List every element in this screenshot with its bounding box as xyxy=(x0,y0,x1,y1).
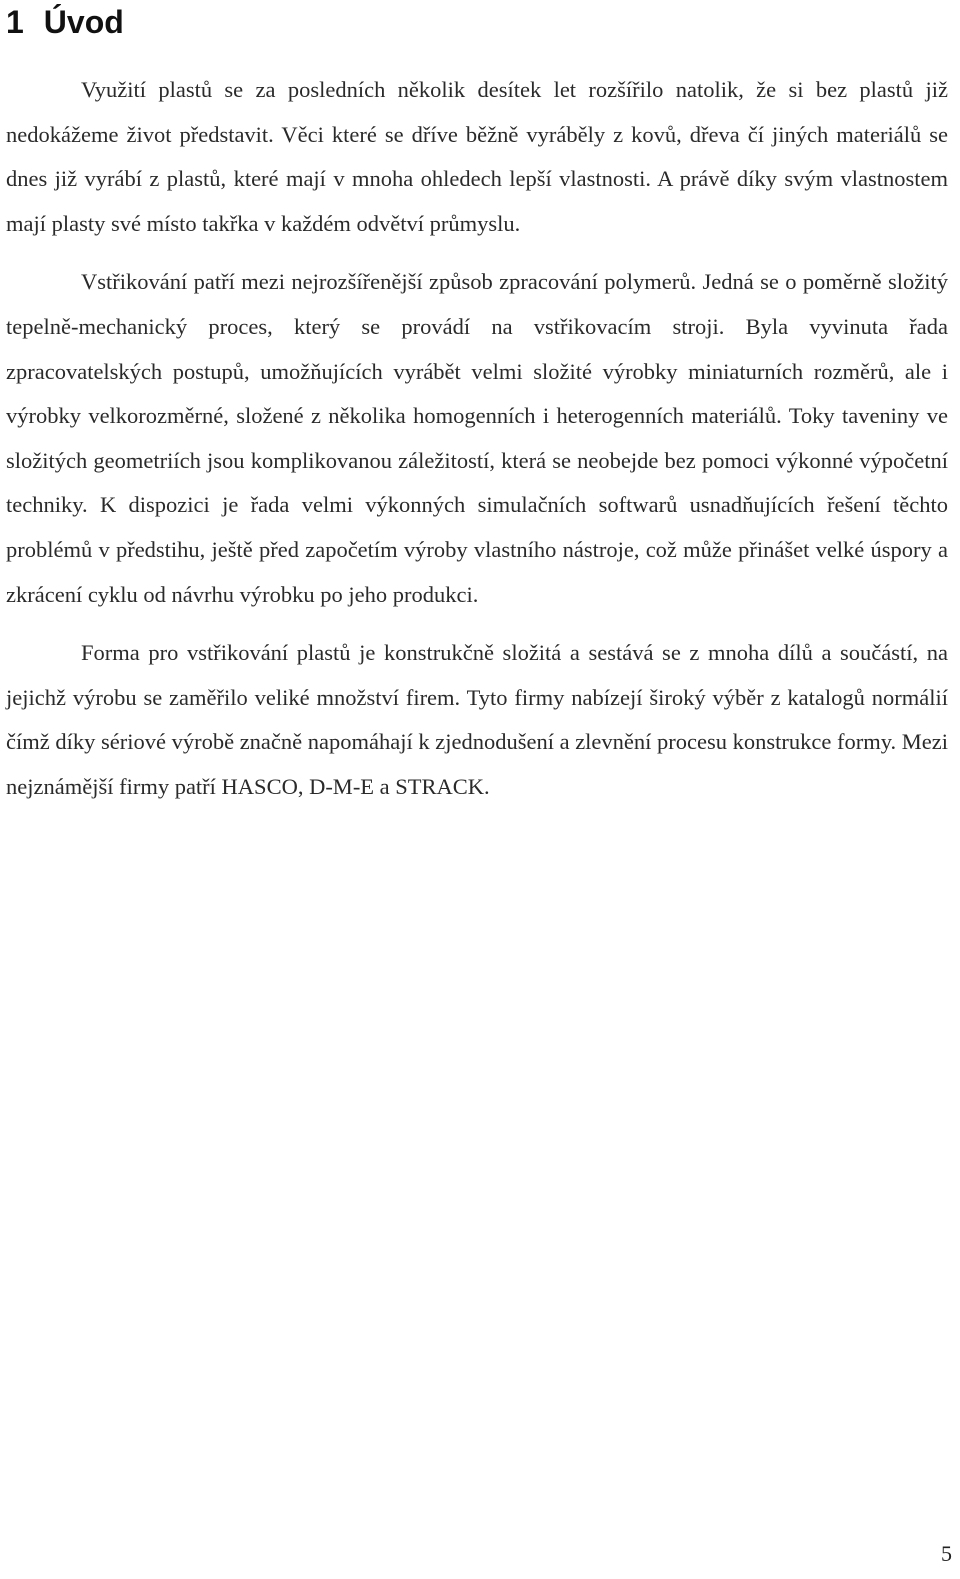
chapter-heading xyxy=(6,2,124,42)
paragraph-injection-molding: Vstřikování patří mezi nejrozšířenější způsob zpracování polymerů. Jedná se o poměrně složitý tepelně-mechanický proces, který se provádí na vstřikovacím stroji. Byla vyvinuta řada zpracovatelských postupů, umožňujících vyrábět velmi složité výrobky miniaturních rozměrů, ale i výrobky velkorozměrné, složené z několika homogenních i heterogenních materiálů. Toky taveniny ve složitých geometriích jsou komplikovanou záležitostí, která se neobejde bez pomoci výkonné výpočetní techniky. K dispozici je řada velmi výkonných simulačních softwarů usnadňujících řešení těchto problémů v předstihu, ještě před započetím výroby vlastního nástroje, což může přinášet velké úspory a zkrácení cyklu od návrhu výrobku po jeho produkci. xyxy=(6,269,948,607)
chapter-body xyxy=(6,68,948,824)
paragraph-intro: Využití plastů se za posledních několik desítek let rozšířilo natolik, že si bez plastů již nedokážeme život představit. Věci které se dříve běžně vyráběly z kovů, dřeva čí jiných materiálů se dnes již vyrábí z plastů, které mají v mnoha ohledech lepší vlastnosti. A právě díky svým vlastnostem mají plasty své místo takřka v každém odvětví průmyslu. xyxy=(6,77,948,236)
chapter-title: Úvod xyxy=(43,4,124,40)
page-number: 5 xyxy=(941,1541,952,1566)
chapter-number: 1 xyxy=(6,4,24,40)
paragraph-mold-suppliers: Forma pro vstřikování plastů je konstrukčně složitá a sestává se z mnoha dílů a součástí, na jejichž výrobu se zaměřilo veliké množství firem. Tyto firmy nabízejí široký výběr z katalogů normálií čímž díky sériové výrobě značně napomáhají k zjednodušení a zlevnění procesu konstrukce formy. Mezi nejznámější firmy patří HASCO, D-M-E a STRACK. xyxy=(6,640,948,799)
